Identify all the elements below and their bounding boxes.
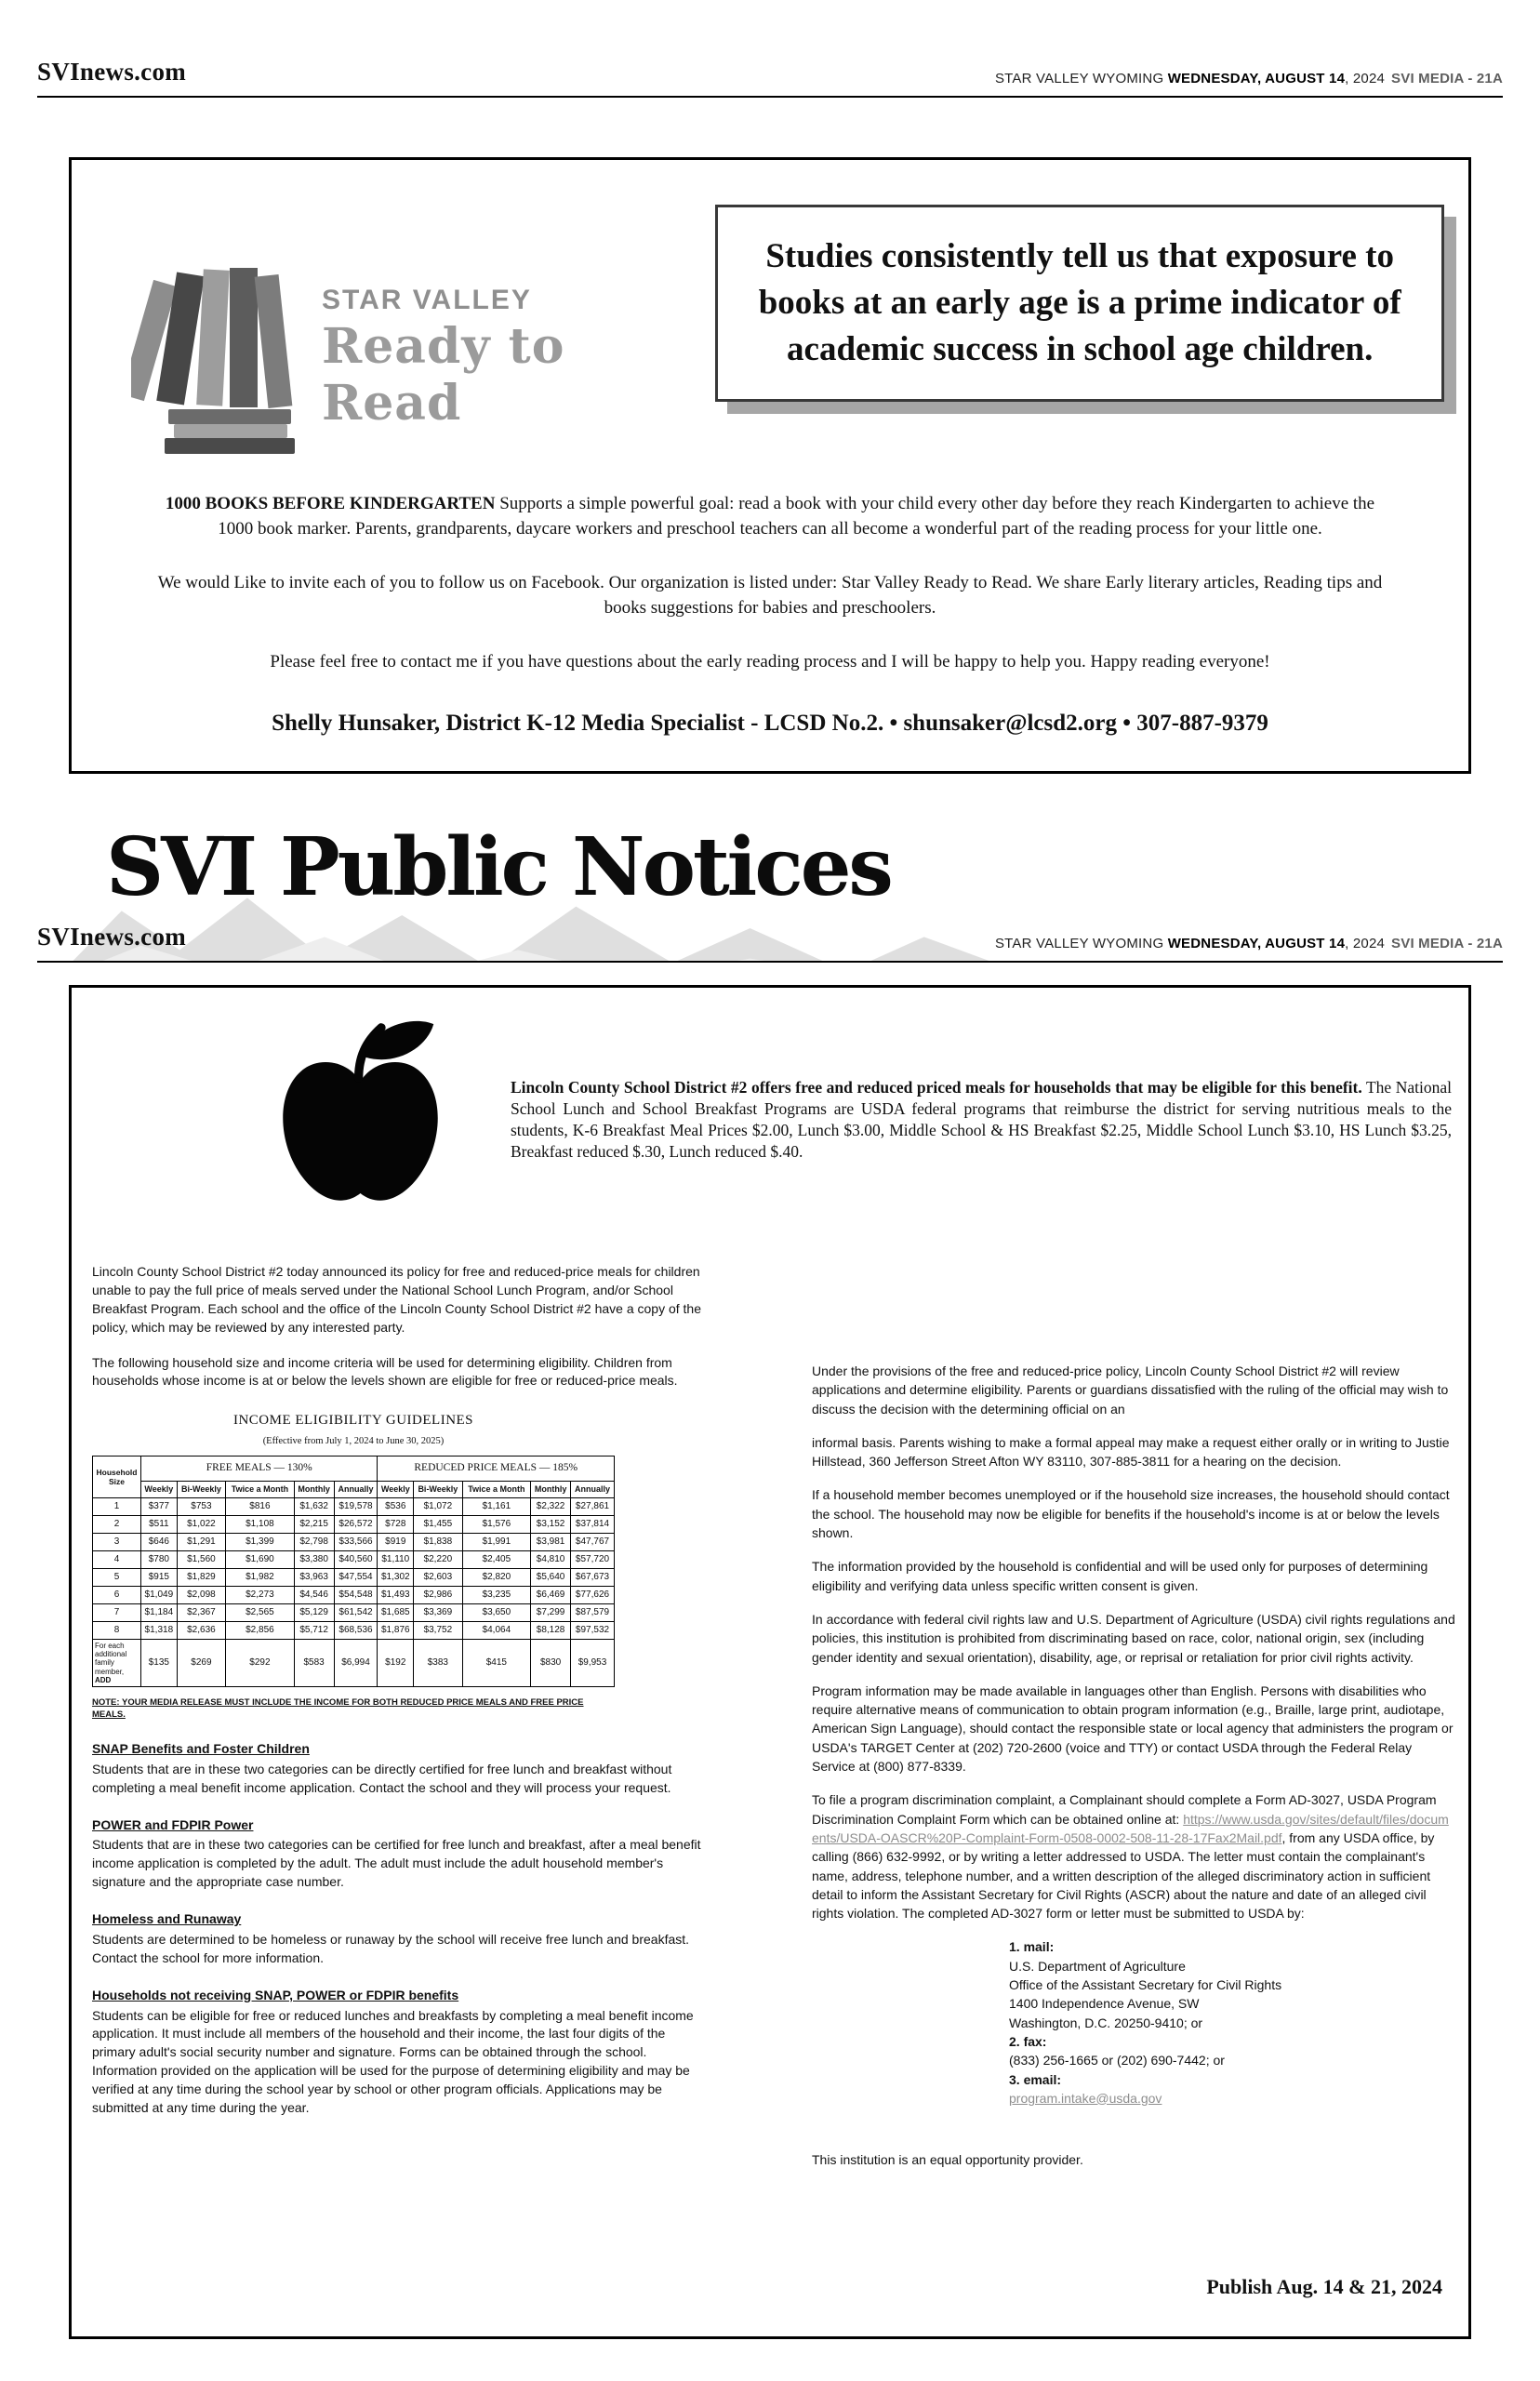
period-header: Annually — [334, 1482, 378, 1498]
ad-top-row — [72, 160, 1468, 462]
income-cell: $192 — [378, 1640, 414, 1687]
income-cell: $61,542 — [334, 1604, 378, 1622]
notice-right-column — [812, 1362, 1455, 2169]
ready-to-read-logo — [131, 253, 715, 462]
income-cell: $3,235 — [462, 1587, 531, 1604]
income-cell: $3,380 — [294, 1551, 334, 1569]
income-cell: $1,291 — [177, 1534, 225, 1551]
income-cell: $8,128 — [531, 1622, 571, 1640]
masthead-top — [37, 58, 1503, 98]
paragraph-text: Supports a simple powerful goal: read a book with your child every other day before they reach Kindergarten to achieve the 1000 book marker. Parents, grandparents, daycare workers and preschool teachers can all become a wonderful part of the reading process for your little one. — [218, 494, 1375, 539]
table-period-row — [93, 1482, 615, 1498]
notice-paragraph: Under the provisions of the free and reduced-price policy, Lincoln County School District #2 will review applications and determine eligibility. Parents or guardians dissatisfied with the ruling of the official may wish to discuss the decision with the determining official on an — [812, 1363, 1449, 1417]
income-cell: $2,565 — [226, 1604, 295, 1622]
income-cell: $135 — [141, 1640, 178, 1687]
income-cell: $5,129 — [294, 1604, 334, 1622]
income-row — [93, 1622, 615, 1640]
period-header: Monthly — [294, 1482, 334, 1498]
section-heading: Homeless and Runaway — [92, 1911, 242, 1927]
section-heading: Households not receiving SNAP, POWER or FDPIR benefits — [92, 1987, 459, 2002]
meal-group-header: REDUCED PRICE MEALS — 185% — [378, 1457, 615, 1482]
income-cell: $1,022 — [177, 1516, 225, 1534]
household-size-cell: 8 — [93, 1622, 141, 1640]
period-header: Annually — [571, 1482, 615, 1498]
complaint-after-link: , from any USDA office, by calling (866) 632-9992, or by writing a letter addressed to USDA. The letter must contain the complainant's name, address, telephone number, and a written description of the alleged discriminatory action in sufficient detail to inform the Assistant Secretary for Civil Rights (ASCR) about the nature and date of an alleged civil rights violation. The completed AD-3027 form or letter must be submitted to USDA by: — [812, 1829, 1435, 1922]
income-cell: $415 — [462, 1640, 531, 1687]
income-cell: $1,049 — [141, 1587, 178, 1604]
income-cell: $3,981 — [531, 1534, 571, 1551]
income-cell: $1,072 — [414, 1498, 462, 1516]
income-cell: $3,152 — [531, 1516, 571, 1534]
masthead-location: STAR VALLEY WYOMING — [994, 71, 1164, 86]
household-size-cell: 3 — [93, 1534, 141, 1551]
income-cell: $6,994 — [334, 1640, 378, 1687]
usda-complaint-form-link[interactable]: https://www.usda.gov/sites/default/files/documents/USDA-OASCR%20P-Complaint-Form-0508-0002-508-11-28-17Fax2Mail.pdf — [812, 1811, 1449, 1845]
complaint-paragraph — [812, 1790, 1455, 1922]
masthead-info — [995, 71, 1503, 86]
income-cell: $292 — [226, 1640, 295, 1687]
income-cell: $646 — [141, 1534, 178, 1551]
notice-intro-paragraph — [511, 1077, 1452, 1163]
publish-dates-line: Publish Aug. 14 & 21, 2024 — [1206, 2275, 1442, 2298]
income-cell: $2,405 — [462, 1551, 531, 1569]
income-cell: $753 — [177, 1498, 225, 1516]
household-size-cell: 5 — [93, 1569, 141, 1587]
period-header: Twice a Month — [462, 1482, 531, 1498]
household-size-header: Household Size — [93, 1457, 141, 1498]
income-cell: $2,367 — [177, 1604, 225, 1622]
income-cell: $9,953 — [571, 1640, 615, 1687]
income-cell: $2,220 — [414, 1551, 462, 1569]
income-cell: $1,685 — [378, 1604, 414, 1622]
income-cell: $2,322 — [531, 1498, 571, 1516]
income-cell: $1,876 — [378, 1622, 414, 1640]
income-row — [93, 1516, 615, 1534]
notice-paragraph: The information provided by the household is confidential and will be used only for purposes of determining eligibility and verifying data unless specific written consent is given. — [812, 1559, 1428, 1593]
notice-paragraph: If a household member becomes unemployed or if the household size increases, the household should contact the school. The household may now be eligible for benefits if the household's income is at or below the levels shown. — [812, 1487, 1450, 1541]
period-header: Monthly — [531, 1482, 571, 1498]
right-paragraphs — [812, 1362, 1455, 1776]
period-header: Twice a Month — [226, 1482, 295, 1498]
site-name: SVInews.com — [37, 923, 187, 951]
masthead-date: WEDNESDAY, AUGUST 14 — [1167, 936, 1346, 951]
notice-paragraph: In accordance with federal civil rights law and U.S. Department of Agriculture (USDA) civil rights regulations and policies, this institution is prohibited from discriminating based on race, color, national origin, sex (including gender identity and sexual orientation), disability, age, or reprisal or retaliation for prior civil rights activity. — [812, 1611, 1455, 1665]
income-cell: $2,215 — [294, 1516, 334, 1534]
masthead-edition: SVI MEDIA - 21A — [1391, 71, 1503, 86]
income-cell: $37,814 — [571, 1516, 615, 1534]
masthead-year: , 2024 — [1345, 936, 1386, 951]
table-group-row — [93, 1457, 615, 1482]
income-cell: $511 — [141, 1516, 178, 1534]
income-table-head — [93, 1457, 615, 1498]
income-cell: $1,161 — [462, 1498, 531, 1516]
income-cell: $7,299 — [531, 1604, 571, 1622]
income-cell: $2,798 — [294, 1534, 334, 1551]
studies-quote-box: Studies consistently tell us that exposure to books at an early age is a prime indicator of academic success in school age children. — [715, 205, 1444, 402]
logo-line-1: STAR VALLEY — [322, 284, 532, 315]
income-cell: $383 — [414, 1640, 462, 1687]
period-header: Bi-Weekly — [177, 1482, 225, 1498]
income-cell: $728 — [378, 1516, 414, 1534]
contact-method-line: Office of the Assistant Secretary for Civil Rights — [1009, 1977, 1282, 1993]
income-cell: $26,572 — [334, 1516, 378, 1534]
income-cell: $1,829 — [177, 1569, 225, 1587]
period-header: Bi-Weekly — [414, 1482, 462, 1498]
public-notices-title: SVI Public Notices — [106, 828, 891, 914]
income-cell: $97,532 — [571, 1622, 615, 1640]
income-cell: $3,650 — [462, 1604, 531, 1622]
income-cell: $1,690 — [226, 1551, 295, 1569]
income-cell: $816 — [226, 1498, 295, 1516]
public-notices-header-section — [37, 828, 1503, 963]
income-cell: $47,767 — [571, 1534, 615, 1551]
paragraph-lead: 1000 BOOKS BEFORE KINDERGARTEN — [165, 494, 496, 513]
masthead-edition: SVI MEDIA - 21A — [1391, 936, 1503, 951]
income-cell: $5,640 — [531, 1569, 571, 1587]
meal-group-header: FREE MEALS — 130% — [141, 1457, 378, 1482]
media-specialist-contact-line: Shelly Hunsaker, District K-12 Media Specialist - LCSD No.2. • shunsaker@lcsd2.org • 307-887-9379 — [272, 710, 1268, 736]
notice-section — [92, 1987, 710, 2118]
notice-section — [92, 1740, 710, 1798]
income-cell: $830 — [531, 1640, 571, 1687]
masthead-location: STAR VALLEY WYOMING — [994, 936, 1164, 951]
income-row — [93, 1569, 615, 1587]
income-cell: $2,273 — [226, 1587, 295, 1604]
income-cell: $2,986 — [414, 1587, 462, 1604]
income-table-body — [93, 1498, 615, 1687]
notice-left-column — [92, 1263, 710, 2118]
income-cell: $3,752 — [414, 1622, 462, 1640]
period-header: Weekly — [378, 1482, 414, 1498]
contact-methods — [812, 1937, 1455, 2108]
section-body: Students that are in these two categories can be directly certified for free lunch and breakfast without completing a meal benefit income application. Contact the school and they will process your request. — [92, 1761, 672, 1795]
income-cell: $2,856 — [226, 1622, 295, 1640]
income-cell: $1,184 — [141, 1604, 178, 1622]
income-cell: $6,469 — [531, 1587, 571, 1604]
household-size-cell: 1 — [93, 1498, 141, 1516]
income-cell: $4,064 — [462, 1622, 531, 1640]
contact-method-line: Washington, D.C. 20250-9410; or — [1009, 2015, 1203, 2030]
section-heading: POWER and FDPIR Power — [92, 1816, 254, 1832]
income-table-title: INCOME ELIGIBILITY GUIDELINES — [232, 1413, 474, 1429]
income-cell: $1,110 — [378, 1551, 414, 1569]
notice-paragraph: Program information may be made available in languages other than English. Persons with disabilities who require alternative means of communication to obtain program information (e.g., Braille, large print, audiotape, American Sign Language), should contact the responsible state or local agency that administers the program or USDA's TARGET Center at (202) 720-2600 (voice and TTY) or contact USDA through the Federal Relay Service at (800) 877-8339. — [812, 1683, 1454, 1775]
income-cell: $87,579 — [571, 1604, 615, 1622]
policy-announcement-paragraph: Lincoln County School District #2 today announced its policy for free and reduced-price meals for children unable to pay the full price of meals served under the National School Lunch Program, and/or School Breakfast Program. Each school and the office of the Lincoln County School District #2 have a copy of the policy, which may be reviewed by any interested party. — [92, 1264, 701, 1335]
media-release-note: NOTE: YOUR MEDIA RELEASE MUST INCLUDE THE INCOME FOR BOTH REDUCED PRICE MEALS AND FREE PRICE MEALS. — [92, 1696, 584, 1721]
income-table-subtitle: (Effective from July 1, 2024 to June 30, 2025) — [262, 1435, 445, 1446]
apple-icon — [256, 1012, 465, 1226]
income-cell: $1,632 — [294, 1498, 334, 1516]
income-row — [93, 1604, 615, 1622]
income-cell: $1,318 — [141, 1622, 178, 1640]
household-size-cell: 6 — [93, 1587, 141, 1604]
notice-section — [92, 1816, 710, 1893]
income-cell: $1,455 — [414, 1516, 462, 1534]
income-cell: $5,712 — [294, 1622, 334, 1640]
contact-method-label: 3. email: — [1009, 2071, 1062, 2087]
income-row — [93, 1534, 615, 1551]
period-header: Weekly — [141, 1482, 178, 1498]
site-name: SVInews.com — [37, 58, 187, 86]
contact-method — [1009, 1937, 1455, 2031]
left-sections — [92, 1740, 710, 2118]
masthead-info — [995, 936, 1503, 951]
contact-method-line: (833) 256-1665 or (202) 690-7442; or — [1009, 2053, 1225, 2068]
income-cell: $40,560 — [334, 1551, 378, 1569]
income-cell: $57,720 — [571, 1551, 615, 1569]
logo-line-2: Ready to Read — [322, 317, 565, 432]
income-cell: $19,578 — [334, 1498, 378, 1516]
books-before-kindergarten-paragraph — [153, 492, 1387, 541]
household-size-cell: 7 — [93, 1604, 141, 1622]
add-member-row — [93, 1640, 615, 1687]
income-cell: $583 — [294, 1640, 334, 1687]
income-cell: $377 — [141, 1498, 178, 1516]
income-row — [93, 1551, 615, 1569]
income-row — [93, 1498, 615, 1516]
income-cell: $269 — [177, 1640, 225, 1687]
notice-section — [92, 1910, 710, 1968]
income-row — [93, 1587, 615, 1604]
income-cell: $4,810 — [531, 1551, 571, 1569]
income-cell: $1,493 — [378, 1587, 414, 1604]
income-cell: $2,636 — [177, 1622, 225, 1640]
section-body: Students can be eligible for free or reduced lunches and breakfasts by completing a meal benefit income application. It must include all members of the household and their income, the last four digits of the primary adult's social security number and signature. Forms can be obtained through the school. Information provided on the application will be used for the purpose of determining eligibility and may be verified at any time during the school year by school or other program officials. Applications may be submitted at any time during the year. — [92, 2007, 694, 2115]
usda-email-link[interactable]: program.intake@usda.gov — [1009, 2090, 1162, 2106]
notice-intro-text: The National School Lunch and School Breakfast Programs are USDA federal programs that reimburse the district for serving nutritious meals to the students, K-6 Breakfast Meal Prices $2.00, Lunch $3.00, Middle School & HS Breakfast $2.25, Middle School Lunch $3.10, HS Lunch $3.25, Breakfast reduced $.30, Lunch reduced $.40. — [511, 1078, 1452, 1162]
ready-to-read-ad — [69, 157, 1471, 774]
income-cell: $1,560 — [177, 1551, 225, 1569]
notice-intro-lead: Lincoln County School District #2 offers free and reduced priced meals for households that may be eligible for this benefit. — [511, 1078, 1362, 1097]
complaint-before-link: To file a program discrimination complaint, a Complainant should complete a Form AD-3027, USDA Program Discrimination Complaint Form which can be obtained online at: — [812, 1792, 1437, 1827]
income-cell: $1,838 — [414, 1534, 462, 1551]
contact-invite-paragraph: Please feel free to contact me if you have questions about the early reading process and I will be happy to help you. Happy reading everyone! — [270, 652, 1270, 672]
income-table — [92, 1456, 615, 1687]
income-cell: $536 — [378, 1498, 414, 1516]
income-cell: $2,820 — [462, 1569, 531, 1587]
income-cell: $33,566 — [334, 1534, 378, 1551]
income-cell: $68,536 — [334, 1622, 378, 1640]
household-size-cell: 2 — [93, 1516, 141, 1534]
add-member-label: For each additional family member, ADD — [93, 1640, 141, 1687]
income-cell: $67,673 — [571, 1569, 615, 1587]
income-cell: $27,861 — [571, 1498, 615, 1516]
income-cell: $2,603 — [414, 1569, 462, 1587]
income-cell: $1,991 — [462, 1534, 531, 1551]
income-cell: $915 — [141, 1569, 178, 1587]
books-illustration-icon — [131, 253, 303, 462]
income-cell: $1,399 — [226, 1534, 295, 1551]
masthead-date: WEDNESDAY, AUGUST 14 — [1167, 71, 1346, 86]
income-cell: $919 — [378, 1534, 414, 1551]
income-cell: $1,302 — [378, 1569, 414, 1587]
section-heading: SNAP Benefits and Foster Children — [92, 1740, 310, 1756]
contact-method-line: 1400 Independence Avenue, SW — [1009, 1996, 1200, 2012]
income-cell: $3,369 — [414, 1604, 462, 1622]
facebook-invite-paragraph: We would Like to invite each of you to follow us on Facebook. Our organization is listed under: Star Valley Ready to Read. We share Early literary articles, Reading tips and books suggestions for babies and preschoolers. — [157, 573, 1383, 618]
ready-to-read-logo-text — [322, 285, 715, 432]
income-cell: $1,108 — [226, 1516, 295, 1534]
equal-opportunity-line: This institution is an equal opportunity provider. — [812, 2152, 1083, 2168]
section-body: Students that are in these two categories can be certified for free lunch and breakfast, after a meal benefit income application is completed by the adult. The adult must include the adult household member's signature and the appropriate case number. — [92, 1837, 701, 1890]
income-cell: $54,548 — [334, 1587, 378, 1604]
contact-method-line: U.S. Department of Agriculture — [1009, 1958, 1186, 1974]
section-body: Students are determined to be homeless or runaway by the school will receive free lunch and breakfast. Contact the school for more information. — [92, 1931, 690, 1965]
eligibility-criteria-paragraph: The following household size and income criteria will be used for determining eligibility. Children from households whose income is at or below the levels shown are eligible for free or reduced-price meals. — [92, 1354, 678, 1389]
income-cell: $4,546 — [294, 1587, 334, 1604]
income-cell: $3,963 — [294, 1569, 334, 1587]
notice-paragraph: informal basis. Parents wishing to make a formal appeal may make a request either orally or in writing to Justie Hillstead, 360 Jefferson Street Afton WY 83110, 307-885-3811 for a hearing on the decision. — [812, 1434, 1450, 1470]
school-meals-notice — [69, 985, 1471, 2339]
household-size-cell: 4 — [93, 1551, 141, 1569]
masthead-year: , 2024 — [1345, 71, 1386, 86]
masthead-notices — [37, 923, 1503, 963]
income-cell: $47,554 — [334, 1569, 378, 1587]
contact-method-label: 1. mail: — [1009, 1939, 1055, 1955]
income-cell: $77,626 — [571, 1587, 615, 1604]
income-cell: $1,982 — [226, 1569, 295, 1587]
contact-method — [1009, 2070, 1455, 2108]
income-cell: $2,098 — [177, 1587, 225, 1604]
contact-method — [1009, 2032, 1455, 2070]
contact-method-label: 2. fax: — [1009, 2033, 1047, 2049]
income-cell: $780 — [141, 1551, 178, 1569]
income-cell: $1,576 — [462, 1516, 531, 1534]
